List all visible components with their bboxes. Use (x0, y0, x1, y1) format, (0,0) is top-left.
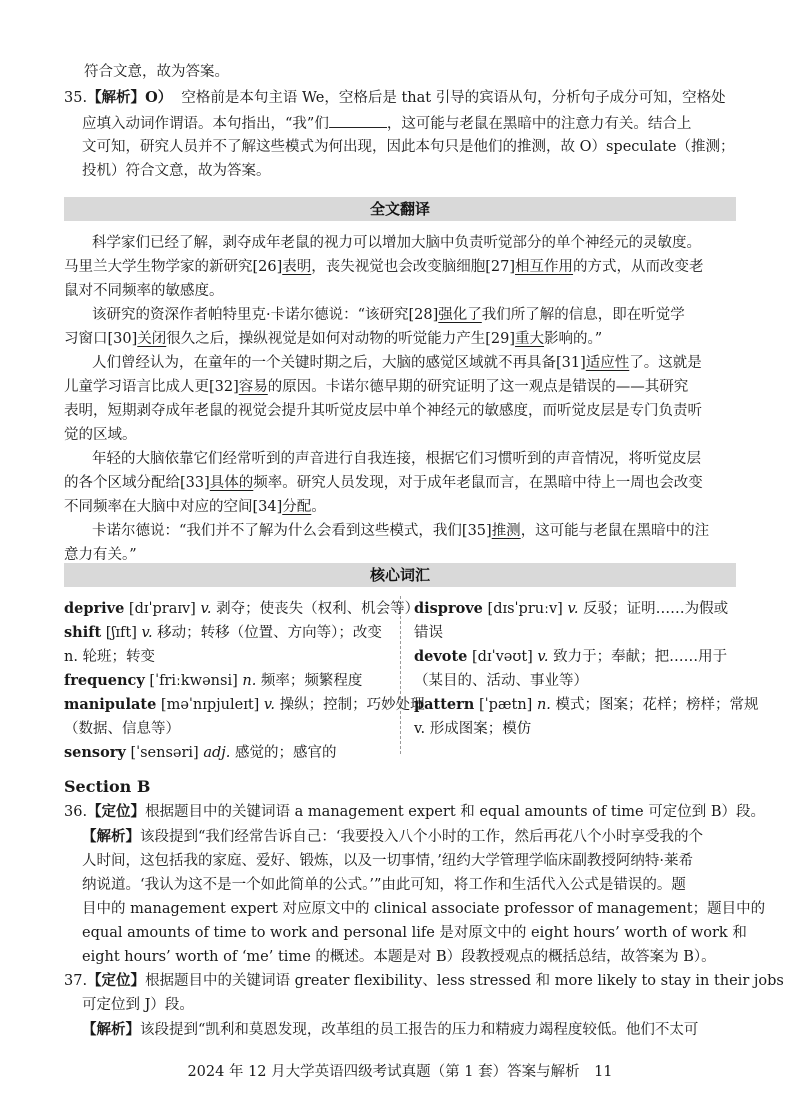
translation-p2-l2: 习窗口[30]关闭很久之后，操纵视觉是如何对动物的听觉能力产生[29]重大影响的。” (64, 331, 603, 347)
translation-p1-l3: 鼠对不同频率的敏感度。 (64, 283, 224, 299)
vocab-entry-cont: （某目的、活动、事业等） (414, 673, 588, 689)
q36-analysis-l4: 目中的 management expert 对应原文中的 clinical associate professor of management；题目中的 (82, 901, 766, 917)
vocab-entry: devote [dɪˈvəʊt] v. 致力于；奉献；把……用于 (414, 648, 728, 665)
q35-line-2: 应填入动词作谓语。本句指出，“我”们 ，这可能与老鼠在黑暗中的注意力有关。结合上 (82, 113, 691, 134)
q36-analysis-l6: eight hours’ worth of ‘me’ time 的概述。本题是对 B）段教授观点的概括总结，故答案为 B）。 (82, 949, 716, 965)
q36-analysis-l2: 人时间，这包括我的家庭、爱好、锻炼，以及一切事情，’纽约大学管理学临床副教授阿纳特·莱希 (82, 853, 693, 869)
vocab-entry: shift [ʃɪft] v. 移动；转移（位置、方向等）；改变 (64, 624, 382, 641)
translation-p3-l4: 觉的区域。 (64, 427, 137, 443)
q35-line-4: 投机）符合文意，故为答案。 (82, 163, 271, 179)
translation-p4-l3: 不同频率在大脑中对应的空间[34]分配。 (64, 499, 326, 515)
q36-analysis-l1: 【解析】该段提到“我们经常告诉自己：‘我要投入八个小时的工作，然后再花八个小时享受我的个 (82, 828, 704, 845)
vocab-entry: deprive [dɪˈpraɪv] v. 剥夺；使丧失（权利、机会等） (64, 600, 420, 617)
page-footer: 2024 年 12 月大学英语四级考试真题（第 1 套）答案与解析 11 (187, 1064, 613, 1080)
answer-blank (329, 113, 387, 128)
vocab-entry: disprove [dɪsˈpruːv] v. 反驳；证明……为假或 (414, 600, 729, 617)
translation-heading: 全文翻译 (64, 197, 736, 221)
vocab-entry: pattern [ˈpætn] n. 模式；图案；花样；榜样；常规 (414, 696, 759, 713)
q36-locate: 36.【定位】根据题目中的关键词语 a management expert 和 equal amounts of time 可定位到 B）段。 (64, 803, 766, 820)
vocab-entry: sensory [ˈsensəri] adj. 感觉的；感官的 (64, 744, 337, 761)
q36-analysis-l3: 纳说道。‘我认为这不是一个如此简单的公式。’”由此可知，将工作和生活代入公式是错误的。题 (82, 877, 686, 893)
vocab-entry-cont: （数据、信息等） (64, 721, 180, 737)
q37-locate: 37.【定位】根据题目中的关键词语 greater flexibility、less stressed 和 more likely to stay in their jobs (64, 972, 784, 989)
vocab-entry: frequency [ˈfriːkwənsi] n. 频率；频繁程度 (64, 672, 363, 689)
q35-line-1: 35.【解析】O） 空格前是本句主语 We，空格后是 that 引导的宾语从句，分析句子成分可知，空格处 (64, 89, 726, 106)
translation-p3-l3: 表明，短期剥夺成年老鼠的视觉会提升其听觉皮层中单个神经元的敏感度，而听觉皮层是专门负责听 (64, 403, 702, 419)
vocab-entry-cont: 错误 (414, 625, 443, 641)
vocab-entry-cont: v. 形成图案；模仿 (414, 721, 532, 737)
vocab-heading: 核心词汇 (64, 563, 736, 587)
q37-locate-cont: 可定位到 J）段。 (82, 997, 194, 1013)
translation-p3-l2: 儿童学习语言比成人更[32]容易的原因。卡诺尔德早期的研究证明了这一观点是错误的——其研究 (64, 379, 689, 395)
translation-p4-l2: 的各个区域分配给[33]具体的频率。研究人员发现，对于成年老鼠而言，在黑暗中待上一周也会改变 (64, 475, 703, 491)
vocab-entry-cont: n. 轮班；转变 (64, 649, 156, 665)
q36-analysis-l5: equal amounts of time to work and personal life 是对原文中的 eight hours’ worth of work 和 (82, 925, 747, 941)
translation-p1-l2: 马里兰大学生物学家的新研究[26]表明，丧失视觉也会改变脑细胞[27]相互作用的方式，从而改变老 (64, 259, 704, 275)
translation-p5-l2: 意力有关。” (64, 547, 137, 563)
translation-p3-l1: 人们曾经认为，在童年的一个关键时期之后，大脑的感觉区域就不再具备[31]适应性了。这就是 (92, 355, 702, 371)
translation-p1-l1: 科学家们已经了解，剥夺成年老鼠的视力可以增加大脑中负责听觉部分的单个神经元的灵敏度。 (92, 235, 701, 251)
section-b-title: Section B (64, 777, 151, 796)
answer-continuation: 符合文意，故为答案。 (84, 64, 229, 80)
q37-analysis-l1: 【解析】该段提到“凯利和莫恩发现，改革组的员工报告的压力和精疲力竭程度较低。他们不太可 (82, 1021, 699, 1038)
vocab-entry: manipulate [məˈnɪpjuleɪt] v. 操纵；控制；巧妙处理 (64, 696, 425, 713)
translation-p2-l1: 该研究的资深作者帕特里克·卡诺尔德说：“该研究[28]强化了我们所了解的信息，即在听觉学 (92, 307, 685, 323)
translation-p5-l1: 卡诺尔德说：“我们并不了解为什么会看到这些模式，我们[35]推测，这可能与老鼠在黑暗中的注 (92, 523, 710, 539)
vocab-divider (400, 596, 401, 754)
translation-p4-l1: 年轻的大脑依靠它们经常听到的声音进行自我连接，根据它们习惯听到的声音情况，将听觉皮层 (92, 451, 701, 467)
q35-line-3: 文可知，研究人员并不了解这些模式为何出现，因此本句只是他们的推测，故 O）speculate（推测； (82, 139, 735, 155)
